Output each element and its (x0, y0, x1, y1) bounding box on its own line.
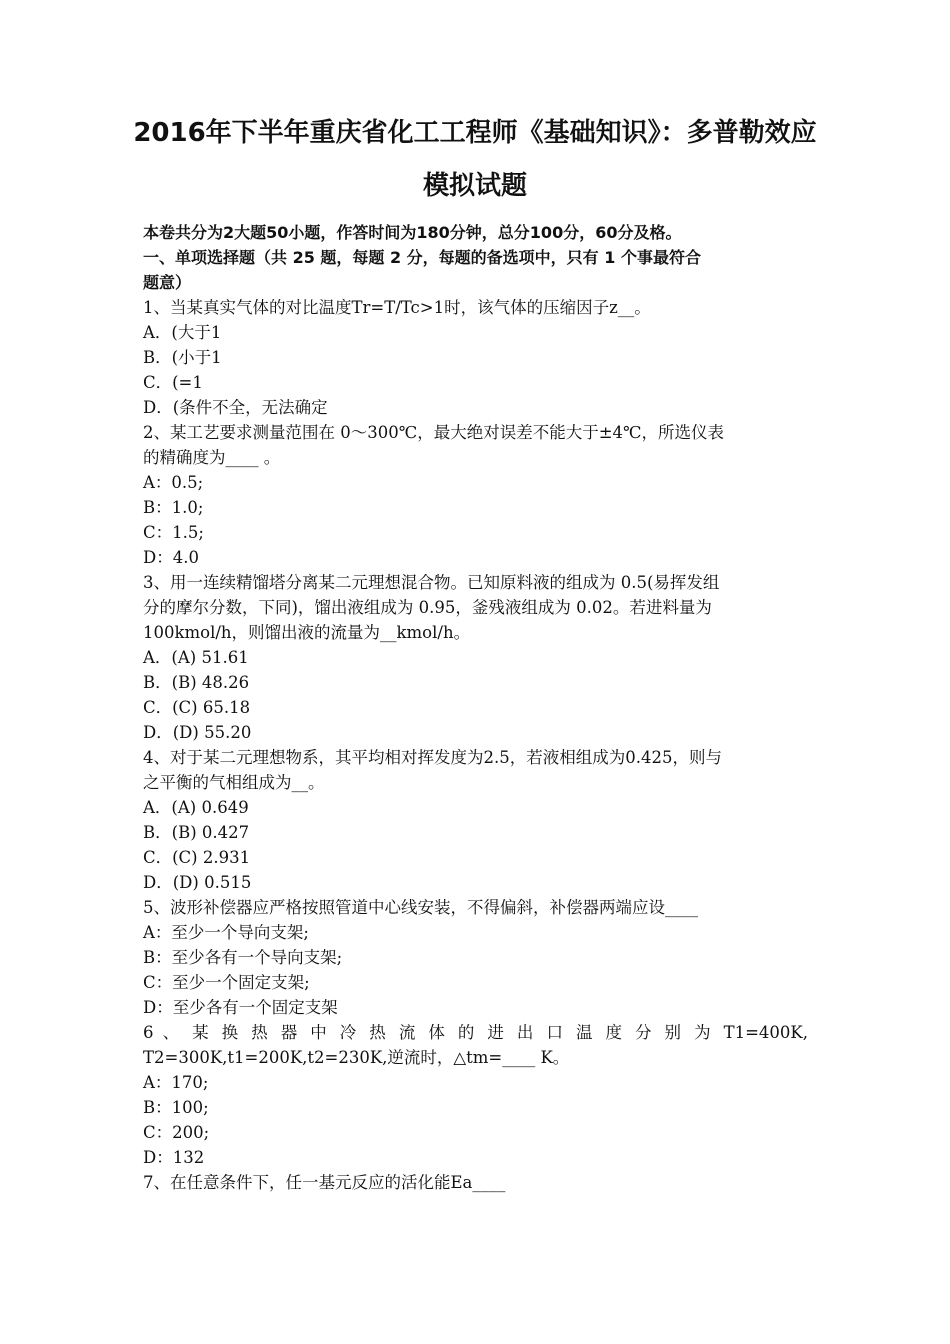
question-6-text: 6 、 某 换 热 器 中 冷 热 流 体 的 进 出 口 温 度 分 别 为 T1=400K, (143, 1023, 808, 1042)
question-4-option-d: D．(D) 0.515 (143, 873, 252, 892)
question-5-option-c: C：至少一个固定支架; (143, 973, 310, 992)
question-4-option-b: B．(B) 0.427 (143, 823, 250, 842)
section-heading: 一、单项选择题（共 25 题，每题 2 分，每题的备选项中，只有 1 个事最符合 (143, 248, 701, 267)
question-5-option-a: A：至少一个导向支架; (143, 923, 309, 942)
question-2-option-c: C：1.5; (143, 523, 204, 542)
question-6-text-continued: T2=300K,t1=200K,t2=230K,逆流时，△tm=____ K。 (143, 1048, 570, 1067)
question-1-text: 1、当某真实气体的对比温度Tr=T/Tc>1时，该气体的压缩因子z__。 (143, 298, 651, 317)
question-1-option-a: A．(大于1 (143, 323, 222, 342)
question-1-option-d: D．(条件不全，无法确定 (143, 398, 328, 417)
question-3-text: 3、用一连续精馏塔分离某二元理想混合物。已知原料液的组成为 0.5(易挥发组 (143, 573, 720, 592)
question-3-option-b: B．(B) 48.26 (143, 673, 250, 692)
question-3-text-continued: 100kmol/h，则馏出液的流量为__kmol/h。 (143, 623, 471, 642)
question-1-option-b: B．(小于1 (143, 348, 222, 367)
question-6-option-a: A：170; (143, 1073, 209, 1092)
question-3-option-a: A．(A) 51.61 (143, 648, 249, 667)
question-5-text: 5、波形补偿器应严格按照管道中心线安装，不得偏斜，补偿器两端应设____ (143, 898, 698, 917)
question-5-option-b: B：至少各有一个导向支架; (143, 948, 343, 967)
question-2-text: 2、某工艺要求测量范围在 0～300℃，最大绝对误差不能大于±4℃，所选仪表 (143, 423, 724, 442)
question-3-text-continued: 分的摩尔分数，下同)，馏出液组成为 0.95，釜残液组成为 0.02。若进料量为 (143, 598, 712, 617)
question-4-option-a: A．(A) 0.649 (143, 798, 249, 817)
question-7-text: 7、在任意条件下，任一基元反应的活化能Ea____ (143, 1173, 506, 1192)
question-6-option-c: C：200; (143, 1123, 210, 1142)
document-body (143, 220, 808, 1195)
question-4-text-continued: 之平衡的气相组成为__。 (143, 773, 325, 792)
question-3-option-d: D．(D) 55.20 (143, 723, 252, 742)
question-5-option-d: D：至少各有一个固定支架 (143, 998, 338, 1017)
question-2-option-b: B：1.0; (143, 498, 204, 517)
question-1-option-c: C．(=1 (143, 373, 203, 392)
question-6-option-d: D：132 (143, 1148, 205, 1167)
question-2-text-continued: 的精确度为____ 。 (143, 448, 281, 467)
question-2-option-a: A：0.5; (143, 473, 204, 492)
question-3-option-c: C．(C) 65.18 (143, 698, 251, 717)
document-title-line-1: 2016年下半年重庆省化工工程师《基础知识》：多普勒效应 (133, 118, 817, 148)
question-4-option-c: C．(C) 2.931 (143, 848, 251, 867)
document-title-line-2: 模拟试题 (422, 171, 527, 201)
question-4-text: 4、对于某二元理想物系，其平均相对挥发度为2.5，若液相组成为0.425，则与 (143, 748, 722, 767)
section-heading-continued: 题意） (143, 273, 192, 292)
question-2-option-d: D：4.0 (143, 548, 199, 567)
question-6-option-b: B：100; (143, 1098, 209, 1117)
exam-intro: 本卷共分为2大题50小题，作答时间为180分钟，总分100分，60分及格。 (143, 223, 682, 242)
